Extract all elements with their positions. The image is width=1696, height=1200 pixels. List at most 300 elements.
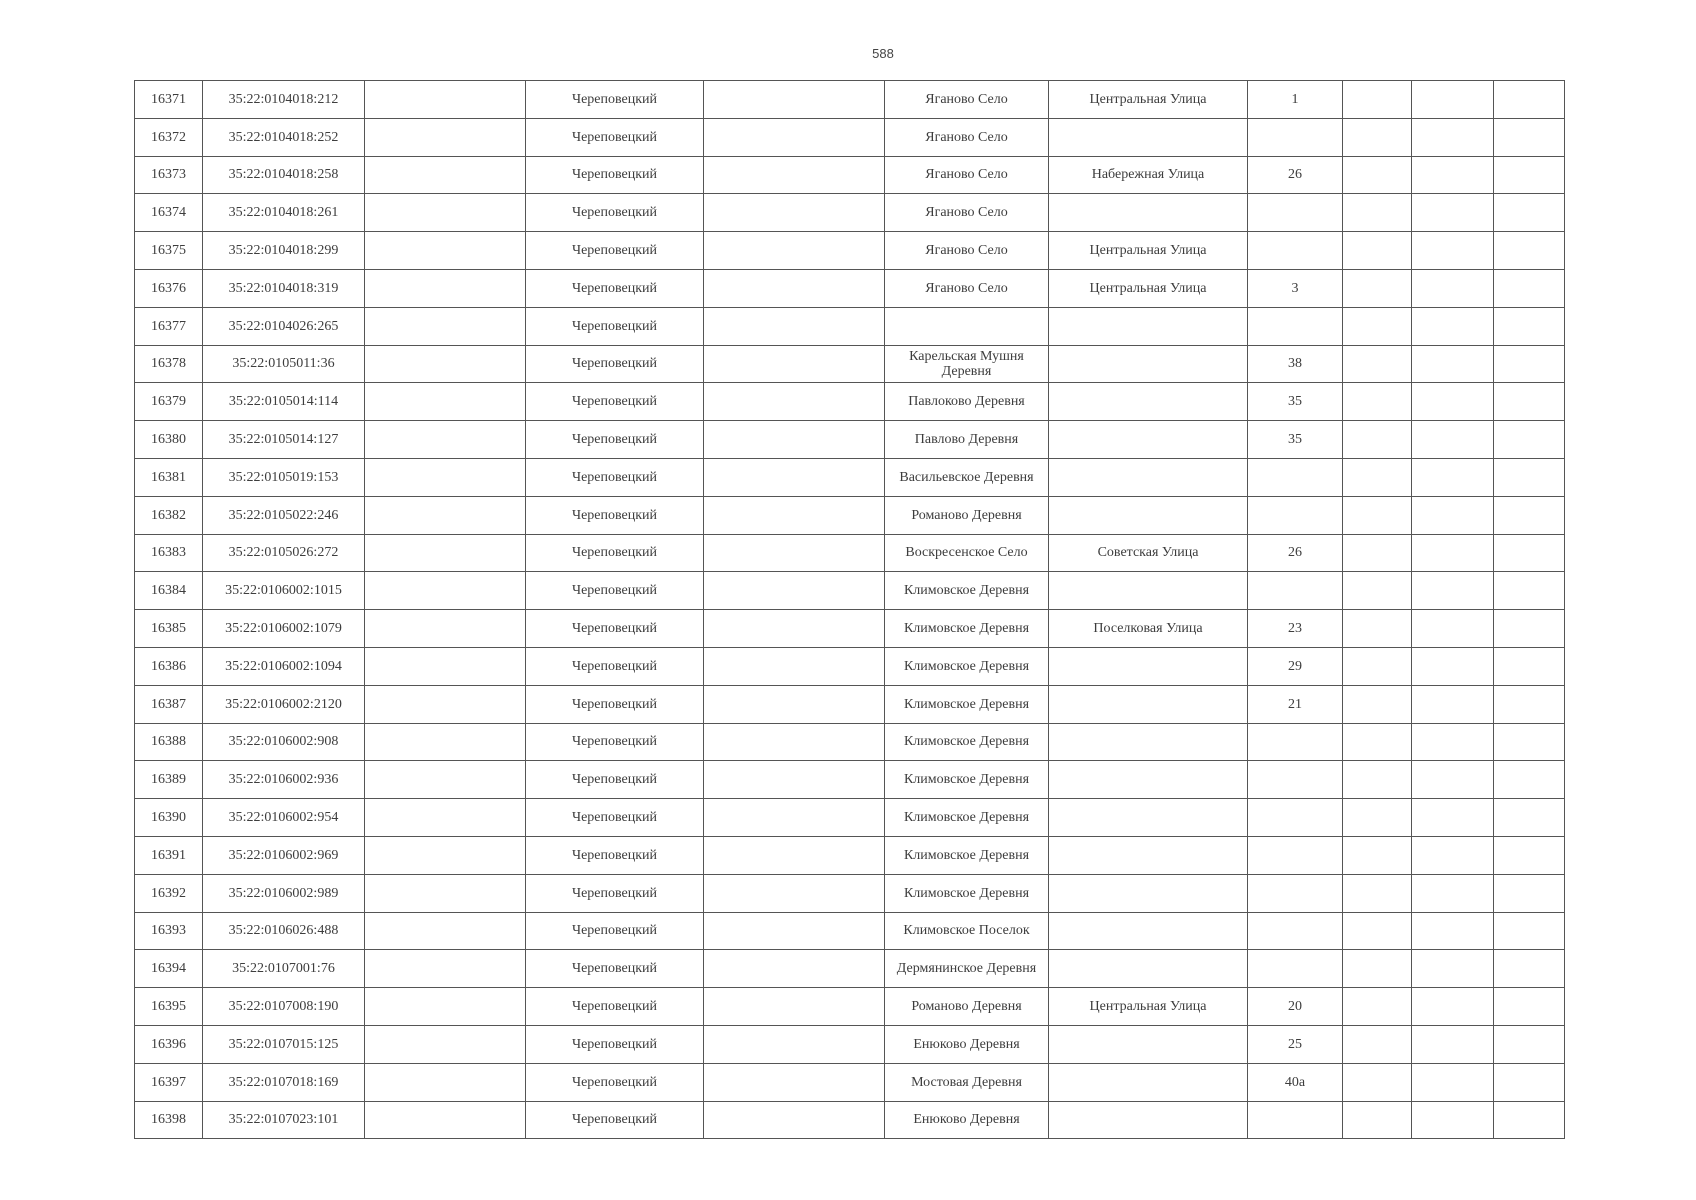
blank-cell-3 xyxy=(365,118,526,156)
district-cell: Череповецкий xyxy=(526,118,704,156)
cadastral-number-cell: 35:22:0106002:2120 xyxy=(203,685,365,723)
blank-cell-5 xyxy=(704,534,885,572)
locality-cell: Павлоково Деревня xyxy=(885,383,1049,421)
district-cell: Череповецкий xyxy=(526,383,704,421)
street-cell xyxy=(1049,458,1248,496)
blank-cell-3 xyxy=(365,458,526,496)
row-number-cell: 16373 xyxy=(135,156,203,194)
house-number-cell: 40а xyxy=(1248,1063,1343,1101)
cadastral-number-cell: 35:22:0106002:936 xyxy=(203,761,365,799)
blank-cell-11 xyxy=(1494,534,1565,572)
street-cell xyxy=(1049,761,1248,799)
blank-cell-5 xyxy=(704,1063,885,1101)
blank-cell-5 xyxy=(704,421,885,459)
blank-cell-11 xyxy=(1494,81,1565,119)
cadastral-number-cell: 35:22:0104018:258 xyxy=(203,156,365,194)
row-number-cell: 16371 xyxy=(135,81,203,119)
row-number-cell: 16397 xyxy=(135,1063,203,1101)
table-row xyxy=(135,723,1565,761)
blank-cell-9 xyxy=(1343,874,1412,912)
blank-cell-11 xyxy=(1494,1063,1565,1101)
blank-cell-9 xyxy=(1343,496,1412,534)
table-row xyxy=(135,988,1565,1026)
blank-cell-11 xyxy=(1494,458,1565,496)
blank-cell-10 xyxy=(1412,81,1494,119)
blank-cell-10 xyxy=(1412,232,1494,270)
blank-cell-9 xyxy=(1343,421,1412,459)
house-number-cell: 26 xyxy=(1248,156,1343,194)
table-row xyxy=(135,874,1565,912)
blank-cell-3 xyxy=(365,799,526,837)
district-cell: Череповецкий xyxy=(526,647,704,685)
blank-cell-11 xyxy=(1494,874,1565,912)
blank-cell-10 xyxy=(1412,269,1494,307)
blank-cell-11 xyxy=(1494,496,1565,534)
street-cell xyxy=(1049,421,1248,459)
locality-cell: Климовское Деревня xyxy=(885,761,1049,799)
blank-cell-10 xyxy=(1412,383,1494,421)
row-number-cell: 16386 xyxy=(135,647,203,685)
locality-cell: Воскресенское Село xyxy=(885,534,1049,572)
blank-cell-5 xyxy=(704,912,885,950)
house-number-cell: 20 xyxy=(1248,988,1343,1026)
locality-cell: Романово Деревня xyxy=(885,988,1049,1026)
table-row xyxy=(135,685,1565,723)
district-cell: Череповецкий xyxy=(526,761,704,799)
blank-cell-3 xyxy=(365,383,526,421)
row-number-cell: 16379 xyxy=(135,383,203,421)
table-row xyxy=(135,799,1565,837)
blank-cell-9 xyxy=(1343,761,1412,799)
blank-cell-10 xyxy=(1412,156,1494,194)
locality-cell: Яганово Село xyxy=(885,269,1049,307)
row-number-cell: 16383 xyxy=(135,534,203,572)
house-number-cell xyxy=(1248,950,1343,988)
locality-cell: Дермянинское Деревня xyxy=(885,950,1049,988)
cadastral-number-cell: 35:22:0104026:265 xyxy=(203,307,365,345)
cadastral-number-cell: 35:22:0106002:969 xyxy=(203,836,365,874)
blank-cell-11 xyxy=(1494,647,1565,685)
table-row xyxy=(135,1025,1565,1063)
blank-cell-5 xyxy=(704,194,885,232)
blank-cell-3 xyxy=(365,610,526,648)
blank-cell-11 xyxy=(1494,345,1565,383)
blank-cell-9 xyxy=(1343,81,1412,119)
cadastral-number-cell: 35:22:0105011:36 xyxy=(203,345,365,383)
blank-cell-11 xyxy=(1494,269,1565,307)
blank-cell-5 xyxy=(704,156,885,194)
blank-cell-9 xyxy=(1343,118,1412,156)
locality-cell: Яганово Село xyxy=(885,194,1049,232)
district-cell: Череповецкий xyxy=(526,1025,704,1063)
district-cell: Череповецкий xyxy=(526,81,704,119)
blank-cell-5 xyxy=(704,761,885,799)
cadastral-number-cell: 35:22:0104018:252 xyxy=(203,118,365,156)
cadastral-number-cell: 35:22:0106002:989 xyxy=(203,874,365,912)
district-cell: Череповецкий xyxy=(526,1063,704,1101)
cadastral-number-cell: 35:22:0106002:1015 xyxy=(203,572,365,610)
blank-cell-3 xyxy=(365,1025,526,1063)
row-number-cell: 16385 xyxy=(135,610,203,648)
blank-cell-5 xyxy=(704,118,885,156)
blank-cell-11 xyxy=(1494,194,1565,232)
district-cell: Череповецкий xyxy=(526,988,704,1026)
row-number-cell: 16388 xyxy=(135,723,203,761)
blank-cell-3 xyxy=(365,912,526,950)
blank-cell-3 xyxy=(365,836,526,874)
cadastral-number-cell: 35:22:0106002:1079 xyxy=(203,610,365,648)
blank-cell-5 xyxy=(704,799,885,837)
blank-cell-5 xyxy=(704,458,885,496)
locality-cell: Климовское Деревня xyxy=(885,572,1049,610)
blank-cell-5 xyxy=(704,1101,885,1139)
blank-cell-5 xyxy=(704,723,885,761)
cadastral-number-cell: 35:22:0105014:114 xyxy=(203,383,365,421)
house-number-cell: 26 xyxy=(1248,534,1343,572)
blank-cell-3 xyxy=(365,496,526,534)
blank-cell-3 xyxy=(365,723,526,761)
district-cell: Череповецкий xyxy=(526,799,704,837)
district-cell: Череповецкий xyxy=(526,232,704,270)
blank-cell-3 xyxy=(365,1101,526,1139)
street-cell xyxy=(1049,874,1248,912)
blank-cell-10 xyxy=(1412,118,1494,156)
locality-cell: Климовское Поселок xyxy=(885,912,1049,950)
blank-cell-3 xyxy=(365,988,526,1026)
blank-cell-11 xyxy=(1494,988,1565,1026)
blank-cell-10 xyxy=(1412,723,1494,761)
blank-cell-3 xyxy=(365,421,526,459)
blank-cell-9 xyxy=(1343,458,1412,496)
row-number-cell: 16378 xyxy=(135,345,203,383)
blank-cell-5 xyxy=(704,836,885,874)
blank-cell-10 xyxy=(1412,345,1494,383)
blank-cell-9 xyxy=(1343,572,1412,610)
blank-cell-5 xyxy=(704,988,885,1026)
table-row xyxy=(135,836,1565,874)
house-number-cell xyxy=(1248,836,1343,874)
locality-cell: Яганово Село xyxy=(885,156,1049,194)
blank-cell-10 xyxy=(1412,761,1494,799)
blank-cell-9 xyxy=(1343,799,1412,837)
house-number-cell: 3 xyxy=(1248,269,1343,307)
row-number-cell: 16392 xyxy=(135,874,203,912)
district-cell: Череповецкий xyxy=(526,194,704,232)
blank-cell-5 xyxy=(704,307,885,345)
district-cell: Череповецкий xyxy=(526,874,704,912)
cadastral-number-cell: 35:22:0107015:125 xyxy=(203,1025,365,1063)
table-row xyxy=(135,194,1565,232)
cadastral-number-cell: 35:22:0105019:153 xyxy=(203,458,365,496)
house-number-cell: 35 xyxy=(1248,383,1343,421)
district-cell: Череповецкий xyxy=(526,1101,704,1139)
blank-cell-9 xyxy=(1343,912,1412,950)
street-cell xyxy=(1049,799,1248,837)
row-number-cell: 16390 xyxy=(135,799,203,837)
blank-cell-3 xyxy=(365,156,526,194)
locality-cell: Климовское Деревня xyxy=(885,685,1049,723)
row-number-cell: 16398 xyxy=(135,1101,203,1139)
row-number-cell: 16395 xyxy=(135,988,203,1026)
table-row xyxy=(135,1063,1565,1101)
locality-cell: Мостовая Деревня xyxy=(885,1063,1049,1101)
blank-cell-3 xyxy=(365,81,526,119)
blank-cell-11 xyxy=(1494,799,1565,837)
row-number-cell: 16391 xyxy=(135,836,203,874)
house-number-cell xyxy=(1248,723,1343,761)
locality-cell: Павлово Деревня xyxy=(885,421,1049,459)
street-cell xyxy=(1049,1063,1248,1101)
locality-cell xyxy=(885,307,1049,345)
row-number-cell: 16387 xyxy=(135,685,203,723)
locality-cell: Климовское Деревня xyxy=(885,799,1049,837)
street-cell xyxy=(1049,383,1248,421)
cadastral-number-cell: 35:22:0105014:127 xyxy=(203,421,365,459)
district-cell: Череповецкий xyxy=(526,723,704,761)
house-number-cell xyxy=(1248,799,1343,837)
blank-cell-3 xyxy=(365,874,526,912)
blank-cell-10 xyxy=(1412,647,1494,685)
street-cell xyxy=(1049,307,1248,345)
blank-cell-11 xyxy=(1494,118,1565,156)
blank-cell-5 xyxy=(704,232,885,270)
cadastral-number-cell: 35:22:0107023:101 xyxy=(203,1101,365,1139)
blank-cell-10 xyxy=(1412,194,1494,232)
district-cell: Череповецкий xyxy=(526,912,704,950)
blank-cell-3 xyxy=(365,572,526,610)
house-number-cell xyxy=(1248,572,1343,610)
row-number-cell: 16396 xyxy=(135,1025,203,1063)
blank-cell-10 xyxy=(1412,534,1494,572)
house-number-cell: 1 xyxy=(1248,81,1343,119)
street-cell xyxy=(1049,496,1248,534)
table-row xyxy=(135,496,1565,534)
blank-cell-5 xyxy=(704,383,885,421)
street-cell xyxy=(1049,723,1248,761)
blank-cell-9 xyxy=(1343,1025,1412,1063)
district-cell: Череповецкий xyxy=(526,836,704,874)
blank-cell-9 xyxy=(1343,950,1412,988)
blank-cell-11 xyxy=(1494,383,1565,421)
district-cell: Череповецкий xyxy=(526,269,704,307)
blank-cell-9 xyxy=(1343,685,1412,723)
street-cell xyxy=(1049,912,1248,950)
street-cell: Набережная Улица xyxy=(1049,156,1248,194)
table-row xyxy=(135,572,1565,610)
blank-cell-3 xyxy=(365,950,526,988)
district-cell: Череповецкий xyxy=(526,950,704,988)
blank-cell-9 xyxy=(1343,307,1412,345)
blank-cell-5 xyxy=(704,345,885,383)
row-number-cell: 16394 xyxy=(135,950,203,988)
blank-cell-9 xyxy=(1343,647,1412,685)
house-number-cell: 35 xyxy=(1248,421,1343,459)
row-number-cell: 16372 xyxy=(135,118,203,156)
locality-cell: Романово Деревня xyxy=(885,496,1049,534)
cadastral-number-cell: 35:22:0106002:1094 xyxy=(203,647,365,685)
blank-cell-3 xyxy=(365,534,526,572)
street-cell xyxy=(1049,685,1248,723)
district-cell: Череповецкий xyxy=(526,345,704,383)
house-number-cell xyxy=(1248,912,1343,950)
blank-cell-9 xyxy=(1343,1101,1412,1139)
district-cell: Череповецкий xyxy=(526,685,704,723)
blank-cell-10 xyxy=(1412,988,1494,1026)
locality-cell: Карельская Мушня Деревня xyxy=(885,345,1049,383)
district-cell: Череповецкий xyxy=(526,534,704,572)
table-row xyxy=(135,118,1565,156)
blank-cell-9 xyxy=(1343,988,1412,1026)
blank-cell-11 xyxy=(1494,950,1565,988)
blank-cell-11 xyxy=(1494,156,1565,194)
property-register-table xyxy=(134,80,1565,1139)
street-cell: Центральная Улица xyxy=(1049,232,1248,270)
blank-cell-3 xyxy=(365,269,526,307)
blank-cell-10 xyxy=(1412,799,1494,837)
district-cell: Череповецкий xyxy=(526,496,704,534)
locality-cell: Яганово Село xyxy=(885,118,1049,156)
house-number-cell: 23 xyxy=(1248,610,1343,648)
cadastral-number-cell: 35:22:0107008:190 xyxy=(203,988,365,1026)
blank-cell-3 xyxy=(365,307,526,345)
row-number-cell: 16382 xyxy=(135,496,203,534)
cadastral-number-cell: 35:22:0106002:954 xyxy=(203,799,365,837)
blank-cell-9 xyxy=(1343,194,1412,232)
table-row xyxy=(135,421,1565,459)
cadastral-number-cell: 35:22:0104018:299 xyxy=(203,232,365,270)
street-cell: Центральная Улица xyxy=(1049,269,1248,307)
table-row xyxy=(135,269,1565,307)
blank-cell-10 xyxy=(1412,685,1494,723)
blank-cell-11 xyxy=(1494,761,1565,799)
row-number-cell: 16393 xyxy=(135,912,203,950)
table-row xyxy=(135,156,1565,194)
locality-cell: Климовское Деревня xyxy=(885,836,1049,874)
blank-cell-3 xyxy=(365,647,526,685)
locality-cell: Яганово Село xyxy=(885,81,1049,119)
locality-cell: Климовское Деревня xyxy=(885,723,1049,761)
row-number-cell: 16380 xyxy=(135,421,203,459)
table-row xyxy=(135,232,1565,270)
district-cell: Череповецкий xyxy=(526,458,704,496)
blank-cell-3 xyxy=(365,685,526,723)
blank-cell-10 xyxy=(1412,458,1494,496)
blank-cell-10 xyxy=(1412,912,1494,950)
table-row xyxy=(135,307,1565,345)
cadastral-number-cell: 35:22:0105022:246 xyxy=(203,496,365,534)
house-number-cell xyxy=(1248,232,1343,270)
cadastral-number-cell: 35:22:0107018:169 xyxy=(203,1063,365,1101)
blank-cell-9 xyxy=(1343,723,1412,761)
blank-cell-10 xyxy=(1412,1101,1494,1139)
blank-cell-11 xyxy=(1494,572,1565,610)
blank-cell-3 xyxy=(365,194,526,232)
cadastral-number-cell: 35:22:0106002:908 xyxy=(203,723,365,761)
street-cell xyxy=(1049,194,1248,232)
blank-cell-5 xyxy=(704,496,885,534)
house-number-cell: 21 xyxy=(1248,685,1343,723)
district-cell: Череповецкий xyxy=(526,156,704,194)
blank-cell-11 xyxy=(1494,307,1565,345)
blank-cell-10 xyxy=(1412,874,1494,912)
blank-cell-9 xyxy=(1343,383,1412,421)
blank-cell-5 xyxy=(704,647,885,685)
blank-cell-10 xyxy=(1412,421,1494,459)
table-row xyxy=(135,458,1565,496)
blank-cell-5 xyxy=(704,269,885,307)
blank-cell-10 xyxy=(1412,496,1494,534)
cadastral-number-cell: 35:22:0107001:76 xyxy=(203,950,365,988)
blank-cell-5 xyxy=(704,950,885,988)
table-row xyxy=(135,912,1565,950)
table-row xyxy=(135,1101,1565,1139)
row-number-cell: 16374 xyxy=(135,194,203,232)
street-cell xyxy=(1049,118,1248,156)
blank-cell-11 xyxy=(1494,1025,1565,1063)
street-cell xyxy=(1049,345,1248,383)
row-number-cell: 16375 xyxy=(135,232,203,270)
district-cell: Череповецкий xyxy=(526,307,704,345)
locality-cell: Климовское Деревня xyxy=(885,874,1049,912)
cadastral-number-cell: 35:22:0106026:488 xyxy=(203,912,365,950)
district-cell: Череповецкий xyxy=(526,421,704,459)
blank-cell-3 xyxy=(365,345,526,383)
locality-cell: Климовское Деревня xyxy=(885,610,1049,648)
locality-cell: Яганово Село xyxy=(885,232,1049,270)
blank-cell-10 xyxy=(1412,836,1494,874)
blank-cell-10 xyxy=(1412,307,1494,345)
blank-cell-10 xyxy=(1412,572,1494,610)
row-number-cell: 16389 xyxy=(135,761,203,799)
cadastral-number-cell: 35:22:0105026:272 xyxy=(203,534,365,572)
blank-cell-11 xyxy=(1494,723,1565,761)
blank-cell-5 xyxy=(704,610,885,648)
blank-cell-11 xyxy=(1494,912,1565,950)
blank-cell-9 xyxy=(1343,610,1412,648)
blank-cell-3 xyxy=(365,232,526,270)
table-row xyxy=(135,534,1565,572)
street-cell xyxy=(1049,647,1248,685)
street-cell xyxy=(1049,1101,1248,1139)
house-number-cell xyxy=(1248,874,1343,912)
street-cell xyxy=(1049,950,1248,988)
house-number-cell xyxy=(1248,1101,1343,1139)
house-number-cell xyxy=(1248,118,1343,156)
house-number-cell xyxy=(1248,458,1343,496)
house-number-cell: 29 xyxy=(1248,647,1343,685)
table-row xyxy=(135,761,1565,799)
street-cell: Центральная Улица xyxy=(1049,988,1248,1026)
house-number-cell xyxy=(1248,194,1343,232)
blank-cell-3 xyxy=(365,1063,526,1101)
blank-cell-10 xyxy=(1412,610,1494,648)
table-row xyxy=(135,81,1565,119)
street-cell xyxy=(1049,1025,1248,1063)
house-number-cell: 38 xyxy=(1248,345,1343,383)
locality-cell: Енюково Деревня xyxy=(885,1025,1049,1063)
blank-cell-11 xyxy=(1494,421,1565,459)
blank-cell-9 xyxy=(1343,1063,1412,1101)
blank-cell-10 xyxy=(1412,1063,1494,1101)
cadastral-number-cell: 35:22:0104018:212 xyxy=(203,81,365,119)
table-row xyxy=(135,647,1565,685)
row-number-cell: 16381 xyxy=(135,458,203,496)
house-number-cell xyxy=(1248,496,1343,534)
blank-cell-5 xyxy=(704,81,885,119)
blank-cell-9 xyxy=(1343,156,1412,194)
street-cell xyxy=(1049,572,1248,610)
street-cell: Советская Улица xyxy=(1049,534,1248,572)
